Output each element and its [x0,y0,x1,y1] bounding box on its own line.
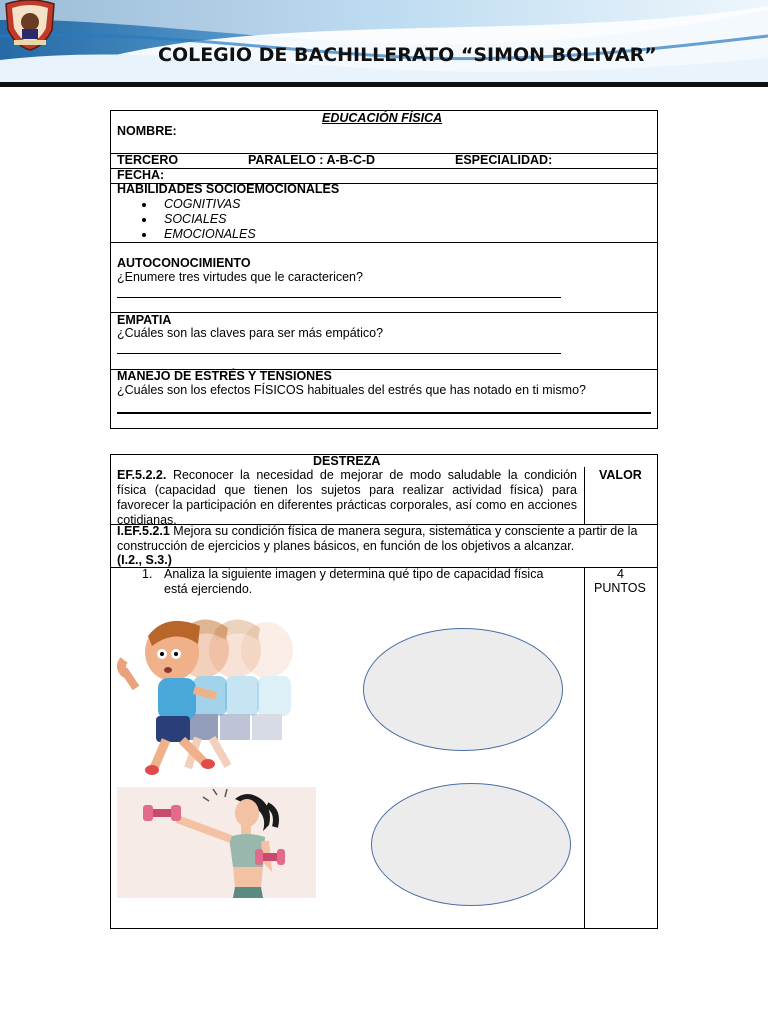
divider [110,168,658,169]
indicator-text: Mejora su condición física de manera segura, sistemática y consciente a partir de la construcción de ejercicios y planes básicos, en función de los objetivos a alcanzar. [117,524,638,553]
answer-oval-2[interactable] [371,783,571,906]
indicator-code: I.EF.5.2.1 [117,524,170,538]
fecha-label: FECHA: [117,168,165,182]
subject-title: EDUCACIÓN FÍSICA [322,111,443,125]
destreza-text: Reconocer la necesidad de mejorar de modo saludable la condición física (capacidad que tienen los sujetos para realizar actividad física) para favorecer la participación en diferentes prácticas corporales, así como en acciones cotidianas. [117,468,577,527]
bullet-icon [142,218,146,222]
nombre-label: NOMBRE: [117,124,177,138]
question-text: Analiza la siguiente imagen y determina qué tipo de capacidad física [164,567,544,581]
manejo-question: ¿Cuáles son los efectos FÍSICOS habituales del estrés que has notado en ti mismo? [117,383,586,397]
points-value: 4 [617,567,624,581]
especialidad-label: ESPECIALIDAD: [455,153,553,167]
bullet-icon [142,233,146,237]
divider [584,467,585,524]
answer-line[interactable] [117,297,561,298]
question-number: 1. [142,567,153,581]
empatia-title: EMPATIA [117,313,172,327]
running-boy-illustration [116,610,348,778]
school-title: COLEGIO DE BACHILLERATO “SIMON BOLIVAR” [158,44,657,66]
indicator-ref: (I.2., S.3.) [117,553,172,567]
bullet-icon [142,203,146,207]
page-header [0,0,768,88]
habilidad-item: COGNITIVAS [164,197,241,211]
paralelo-label: PARALELO : A-B-C-D [248,153,376,167]
destreza-code: EF.5.2.2. [117,468,167,482]
grade-label: TERCERO [117,153,179,167]
autoconocimiento-question: ¿Enumere tres virtudes que le caractericen? [117,270,363,284]
divider [110,312,658,313]
habilidad-item: SOCIALES [164,212,227,226]
divider [110,242,658,243]
autoconocimiento-title: AUTOCONOCIMIENTO [117,256,251,270]
valor-label: VALOR [599,468,642,482]
habilidad-item: EMOCIONALES [164,227,256,241]
divider [584,567,585,929]
empatia-question: ¿Cuáles son las claves para ser más empático? [117,326,384,340]
manejo-title: MANEJO DE ESTRÉS Y TENSIONES [117,369,332,383]
answer-line[interactable] [117,412,651,414]
school-crest-logo [0,0,60,52]
answer-line[interactable] [117,353,561,354]
habilidades-title: HABILIDADES SOCIOEMOCIONALES [117,182,340,196]
indicator-description [117,524,655,554]
woman-dumbbell-illustration [117,787,316,898]
destreza-title: DESTREZA [313,454,381,468]
points-label: PUNTOS [594,581,646,595]
question-text-cont: está ejerciendo. [164,582,253,596]
answer-oval-1[interactable] [363,628,563,751]
divider [110,153,658,154]
